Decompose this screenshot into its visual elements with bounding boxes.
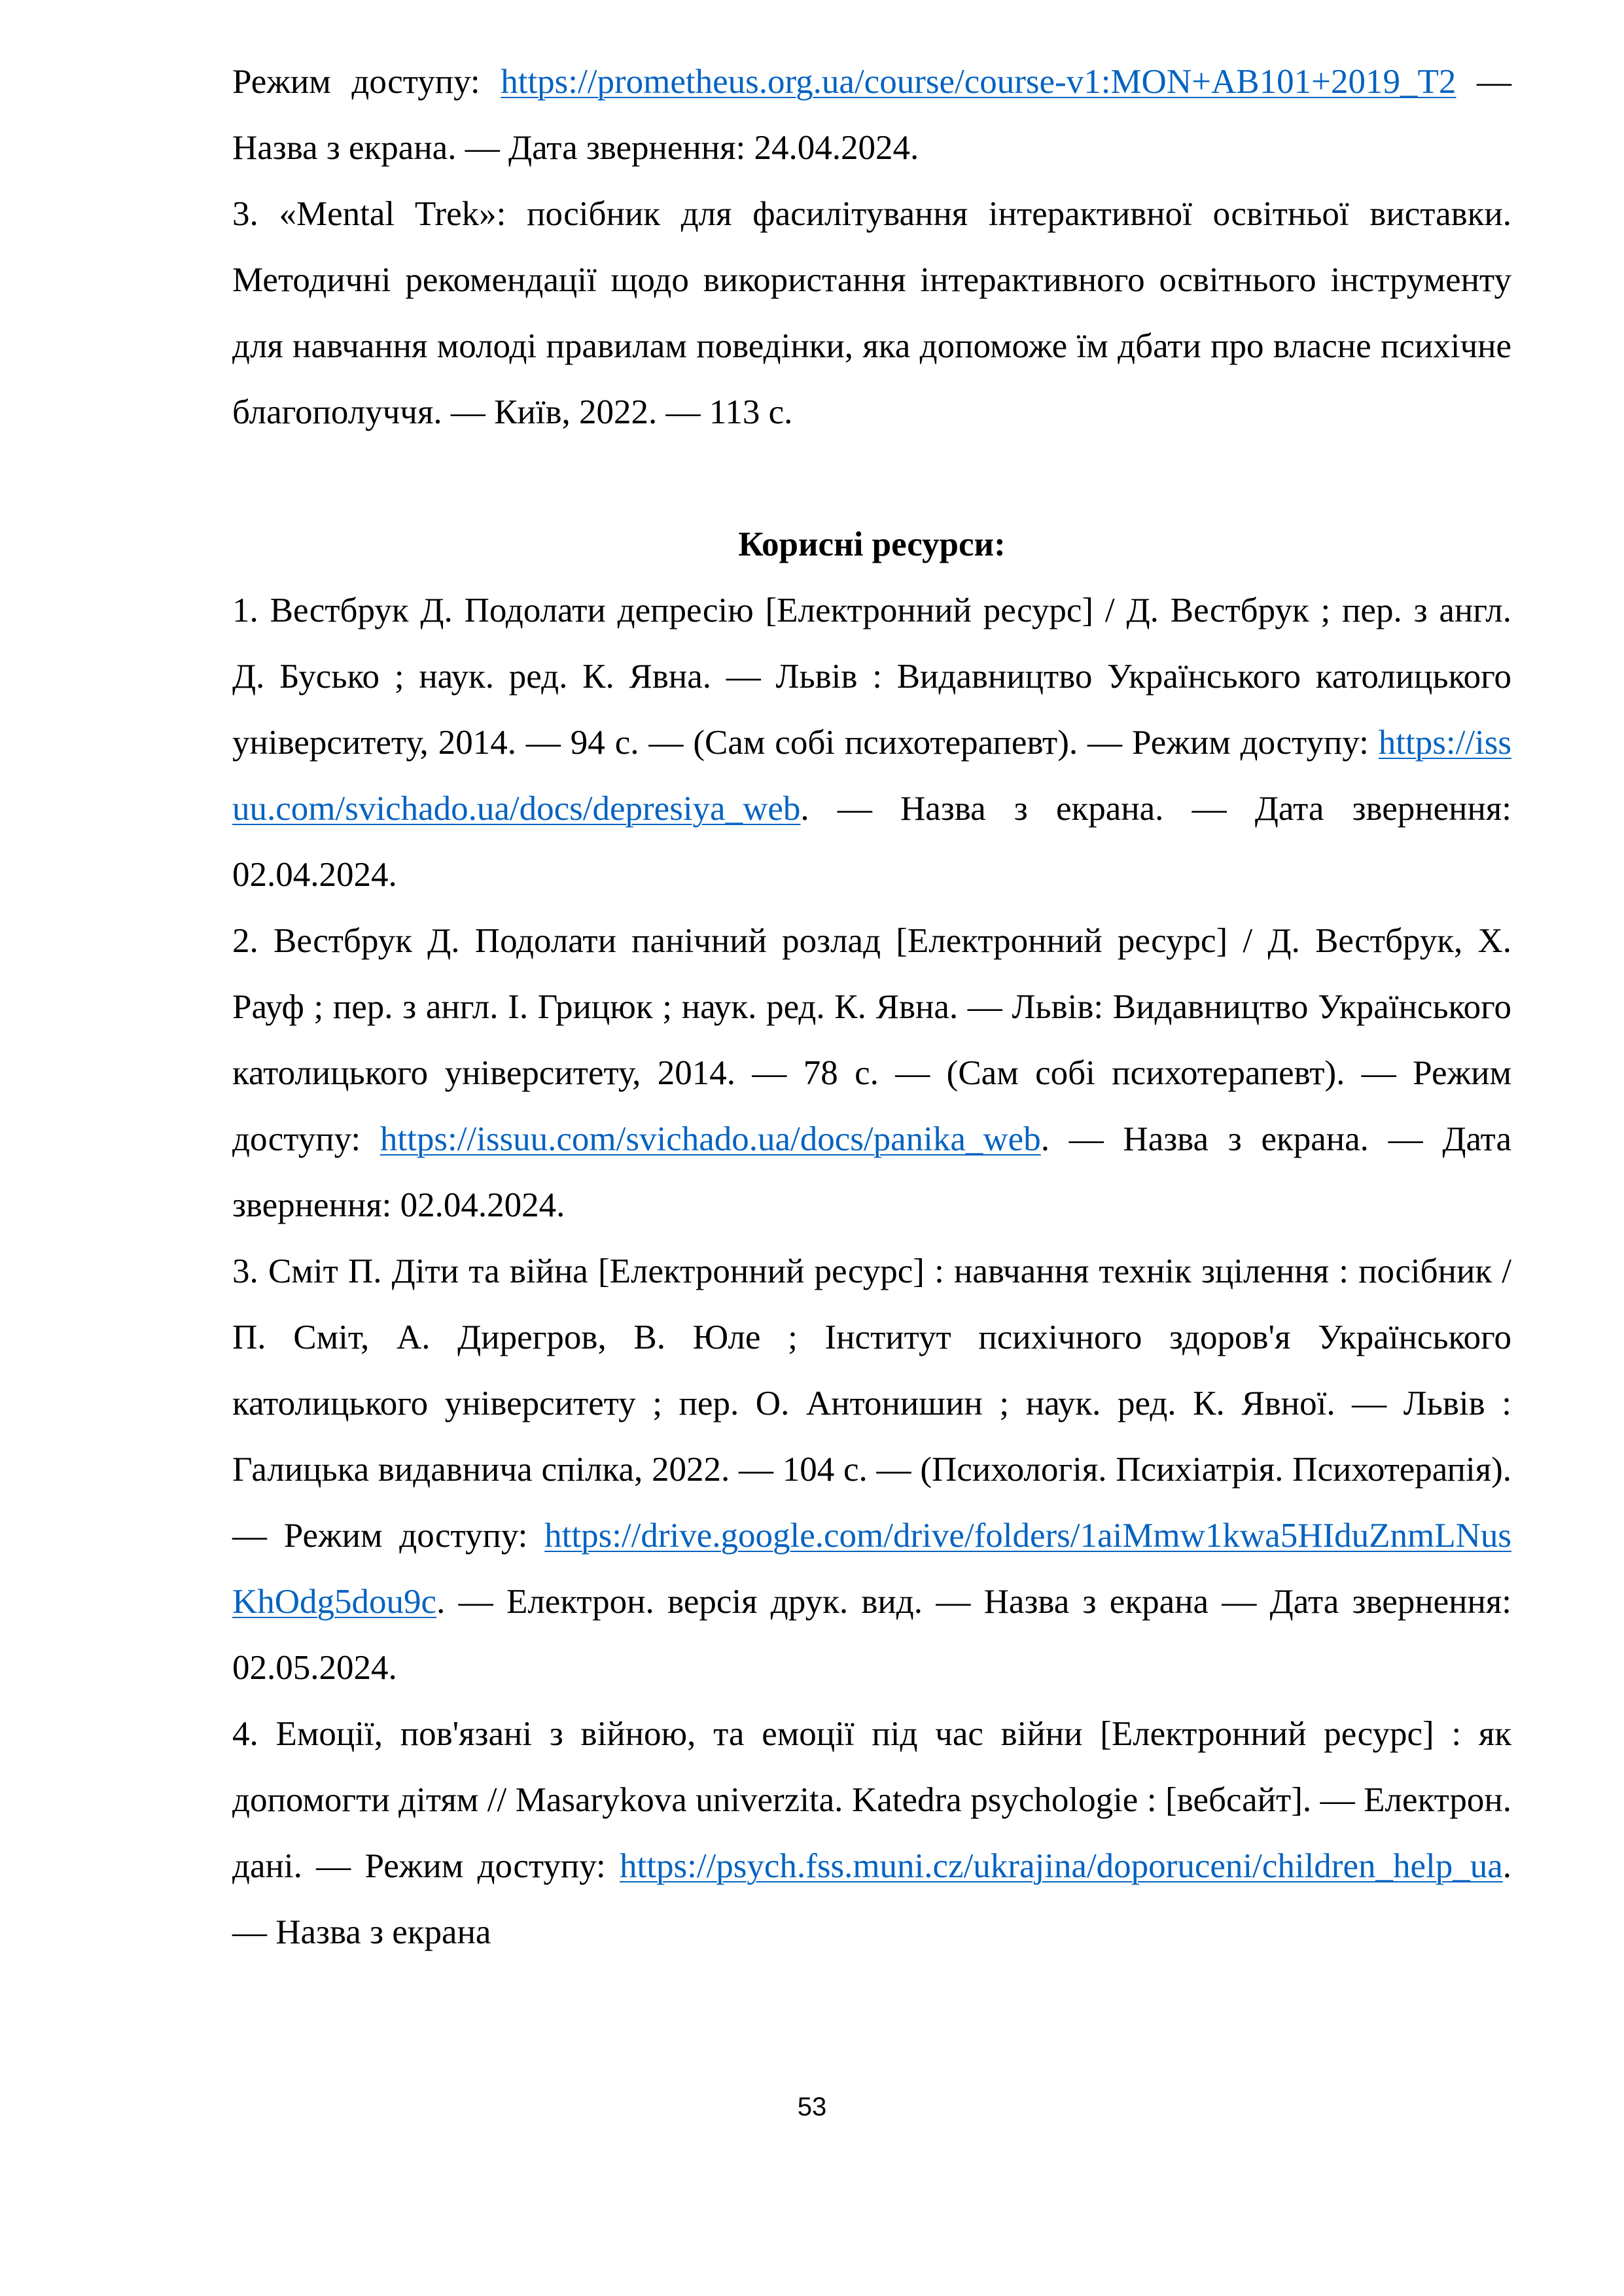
- reference-item-3: 3. «Mental Trek»: посібник для фасилітування інтерактивної освітньої виставки. Методичні рекомендації щодо використання інтерактивного освітнього інструменту для навчання молоді правилам поведінки, яка допоможе їм дбати про власне психічне благополуччя. — Київ, 2022. — 113 с.: [232, 195, 1511, 431]
- page-body: [232, 49, 1511, 1966]
- reference-text: 3. Сміт П. Діти та війна [Електронний ресурс] : навчання технік зцілення : посібник / П. Сміт, А. Дирегров, В. Юле ; Інститут психічного здоров'я Українського католицького університету ; пер. О. Антонишин ; наук. ред. К. Явної. — Львів : Галицька видавнича спілка, 2022. — 104 с. — (Психологія. Психіатрія. Психотерапія). — Режим доступу:: [232, 1252, 1511, 1555]
- page-number: 53: [797, 2093, 827, 2121]
- resource-item-2: [232, 908, 1511, 1239]
- resource-item-1: [232, 578, 1511, 908]
- reference-text: 1. Вестбрук Д. Подолати депресію [Електронний ресурс] / Д. Вестбрук ; пер. з англ. Д. Бусько ; наук. ред. К. Явна. — Львів : Видавництво Українського католицького університету, 2014. — 94 с. — (Сам собі психотерапевт). — Режим доступу:: [232, 592, 1511, 762]
- reference-text: 4. Емоції, пов'язані з війною, та емоції під час війни [Електронний ресурс] : як допомогти дітям // Masarykova univerzita. Katedra psychologie : [вебсайт]. — Електрон. дані. — Режим доступу:: [232, 1715, 1511, 1885]
- resource-link-1[interactable]: https://issuu.com/svichado.ua/docs/depresiya_web: [232, 724, 1511, 828]
- resource-link-3[interactable]: https://drive.google.com/drive/folders/1aiMmw1kwa5HIduZnmLNusKhOdg5dou9c: [232, 1517, 1511, 1621]
- reference-text: . — Назва з екрана. — Дата звернення: 02.04.2024.: [232, 1120, 1511, 1224]
- reference-text: . — Назва з екрана: [232, 1847, 1511, 1951]
- reference-text: Режим доступу:: [232, 63, 501, 101]
- section-heading: Корисні ресурси:: [738, 525, 1006, 563]
- resource-item-4: [232, 1701, 1511, 1966]
- resource-item-3: [232, 1239, 1511, 1701]
- continued-reference: [232, 49, 1511, 181]
- reference-text: . — Електрон. версія друк. вид. — Назва з екрана — Дата звернення: 02.05.2024.: [232, 1583, 1511, 1687]
- reference-link[interactable]: https://prometheus.org.ua/course/course-v1:MON+AB101+2019_T2: [501, 63, 1456, 101]
- resource-link-4[interactable]: https://psych.fss.muni.cz/ukrajina/doporuceni/children_help_ua: [620, 1847, 1503, 1885]
- reference-text: 2. Вестбрук Д. Подолати панічний розлад [Електронний ресурс] / Д. Вестбрук, Х. Рауф ; пер. з англ. І. Грицюк ; наук. ред. К. Явна. — Львів: Видавництво Українського католицького університету, 2014. — 78 с. — (Сам собі психотерапевт). — Режим доступу:: [232, 922, 1511, 1158]
- resource-link-2[interactable]: https://issuu.com/svichado.ua/docs/panika_web: [380, 1120, 1041, 1158]
- reference-text: . — Назва з екрана. — Дата звернення: 02.04.2024.: [232, 790, 1511, 894]
- reference-text: — Назва з екрана. — Дата звернення: 24.04.2024.: [232, 63, 1512, 167]
